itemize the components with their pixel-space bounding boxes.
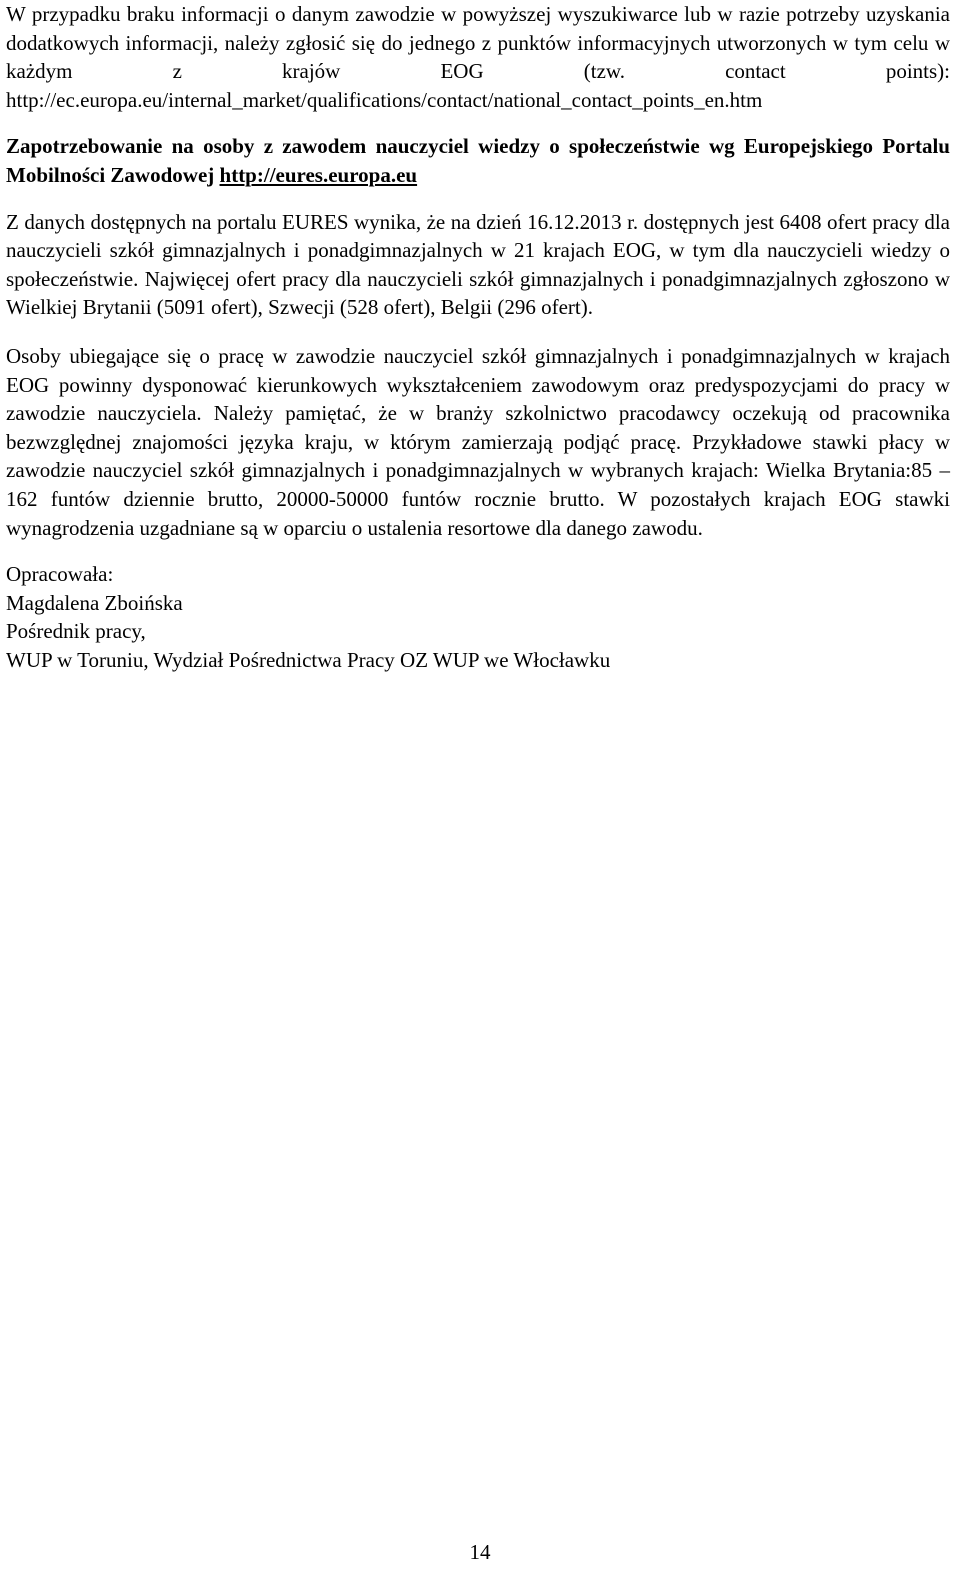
intro-paragraph: [6, 0, 950, 114]
section-heading-text: Zapotrzebowanie na osoby z zawodem nauczyciel wiedzy o społeczeństwie wg Europejskiego Portalu Mobilności Zawodowej: [6, 134, 950, 187]
section-heading: [6, 132, 950, 189]
signature-position: Pośrednik pracy,: [6, 619, 146, 644]
signature-label: Opracowała:: [6, 562, 114, 587]
intro-text: W przypadku braku informacji o danym zawodzie w powyższej wyszukiwarce lub w razie potrzeby uzyskania dodatkowych informacji, należy zgłosić się do jednego z punktów informacyjnych utworzonych w tym celu w każdym z krajów EOG (tzw. contact points):: [6, 2, 950, 84]
signature-block: [6, 560, 950, 674]
page-number: 14: [469, 1540, 491, 1564]
requirements-paragraph: Osoby ubiegające się o pracę w zawodzie nauczyciel szkół gimnazjalnych i ponadgimnazjalnych w krajach EOG powinny dysponować kierunkowych wykształceniem zawodowym oraz predyspozycjami do pracy w zawodzie nauczyciela. Należy pamiętać, że w branży szkolnictwo pracodawcy oczekują od pracownika bezwzględnej znajomości języka kraju, w którym zamierzają podjąć pracę. Przykładowe stawki płacy w zawodzie nauczyciel szkół gimnazjalnych i ponadgimnazjalnych w wybranych krajach: Wielka Brytania:85 – 162 funtów dziennie brutto, 20000-50000 funtów rocznie brutto. W pozostałych krajach EOG stawki wynagrodzenia uzgadniane są w oparciu o ustalenia resortowe dla danego zawodu.: [6, 343, 950, 540]
contact-points-link[interactable]: http://ec.europa.eu/internal_market/qualifications/contact/national_contact_points_en.htm: [6, 87, 763, 112]
signature-name: Magdalena Zboińska: [6, 590, 183, 615]
document-page: [6, 0, 950, 674]
eures-link[interactable]: http://eures.europa.eu: [219, 162, 418, 187]
signature-office: WUP w Toruniu, Wydział Pośrednictwa Pracy OZ WUP we Włocławku: [6, 647, 611, 672]
eures-statistics-paragraph: Z danych dostępnych na portalu EURES wynika, że na dzień 16.12.2013 r. dostępnych jest 6408 ofert pracy dla nauczycieli szkół gimnazjalnych i ponadgimnazjalnych w 21 krajach EOG, w tym dla nauczycieli wiedzy o społeczeństwie. Najwięcej ofert pracy dla nauczycieli szkół gimnazjalnych i ponadgimnazjalnych zgłoszono w Wielkiej Brytanii (5091 ofert), Szwecji (528 ofert), Belgii (296 ofert).: [6, 209, 950, 320]
